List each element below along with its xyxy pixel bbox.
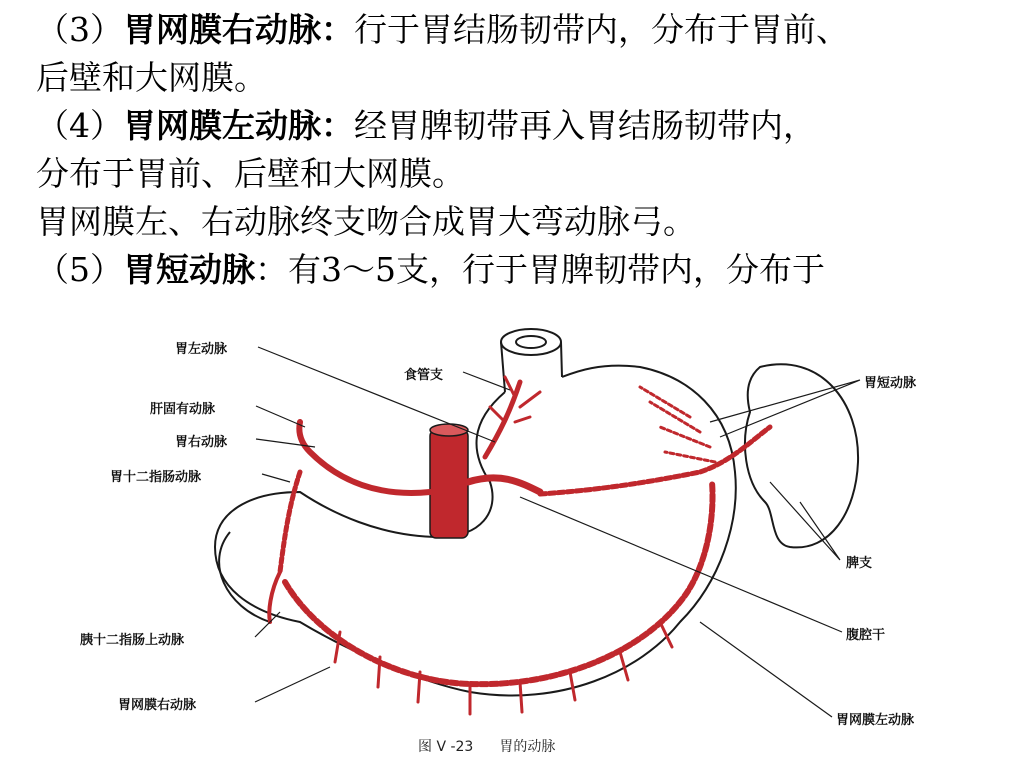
label-short-gastric: 胃短动脉 <box>864 376 917 391</box>
celiac-trunk-artery <box>468 478 540 492</box>
text-line-5: 胃网膜左、右动脉终支吻合成胃大弯动脉弓。 <box>36 202 696 241</box>
description: ：有3～5支，行于胃脾韧带内，分布于 <box>255 250 825 289</box>
spleen-outline <box>745 364 858 547</box>
caption-number: 图 V -23 <box>418 739 474 755</box>
label-right-gastric: 胃右动脉 <box>175 435 228 450</box>
label-right-gastroepiploic: 胃网膜右动脉 <box>118 698 197 713</box>
gastroduodenal-artery <box>280 472 300 572</box>
leader-left-gastric <box>258 347 495 442</box>
leader-celiac-trunk <box>520 497 842 632</box>
leader-lines <box>255 347 860 717</box>
greater-curvature-arc <box>285 482 713 684</box>
term-short-gastric: 胃短动脉 <box>123 250 255 289</box>
leader-gastroduodenal <box>262 474 290 482</box>
short-gastric-arteries <box>640 387 715 462</box>
label-pancreaticoduodenal: 胰十二指肠上动脉 <box>80 633 185 648</box>
organ-outlines <box>215 329 858 696</box>
figure-caption <box>418 736 555 756</box>
aorta-top <box>430 424 468 436</box>
leader-left-gastroepiploic <box>700 622 832 717</box>
text-line-2: 后壁和大网膜。 <box>36 58 267 97</box>
term-left-gastroepiploic: 胃网膜左动脉： <box>123 106 354 145</box>
duodenum-outline <box>219 532 270 622</box>
leader-right-gastroepiploic <box>255 667 330 702</box>
aorta <box>430 430 468 538</box>
description: 行于胃结肠韧带内，分布于胃前、 <box>354 10 849 49</box>
label-left-gastric: 胃左动脉 <box>175 342 228 357</box>
label-common-hepatic: 肝固有动脉 <box>150 402 216 417</box>
slide-text <box>36 6 1011 294</box>
label-left-gastroepiploic: 胃网膜左动脉 <box>836 713 915 728</box>
leader-common-hepatic <box>256 406 305 427</box>
item-number: （4） <box>36 106 123 145</box>
stomach-arteries-figure <box>0 322 1024 768</box>
leader-splenic-branch <box>770 482 840 560</box>
arteries <box>269 377 770 714</box>
leader-short-gastric <box>710 380 860 437</box>
label-celiac-trunk: 腹腔干 <box>846 628 886 643</box>
item-number: （5） <box>36 250 123 289</box>
caption-title: 胃的动脉 <box>499 739 556 755</box>
text-line-1 <box>36 6 1011 54</box>
text-line-4: 分布于胃前、后壁和大网膜。 <box>36 154 465 193</box>
esophagus-lumen <box>516 336 546 348</box>
text-line-6 <box>36 246 1011 294</box>
description: 经胃脾韧带再入胃结肠韧带内， <box>354 106 816 145</box>
label-gastroduodenal: 胃十二指肠动脉 <box>110 470 202 485</box>
item-number: （3） <box>36 10 123 49</box>
stomach-outline <box>215 366 736 696</box>
term-right-gastroepiploic: 胃网膜右动脉： <box>123 10 354 49</box>
common-hepatic-artery <box>299 422 430 493</box>
label-splenic-branch: 脾支 <box>846 556 873 571</box>
text-line-3 <box>36 102 1011 150</box>
label-esophageal: 食管支 <box>404 368 444 383</box>
esophagus-opening <box>501 329 561 355</box>
